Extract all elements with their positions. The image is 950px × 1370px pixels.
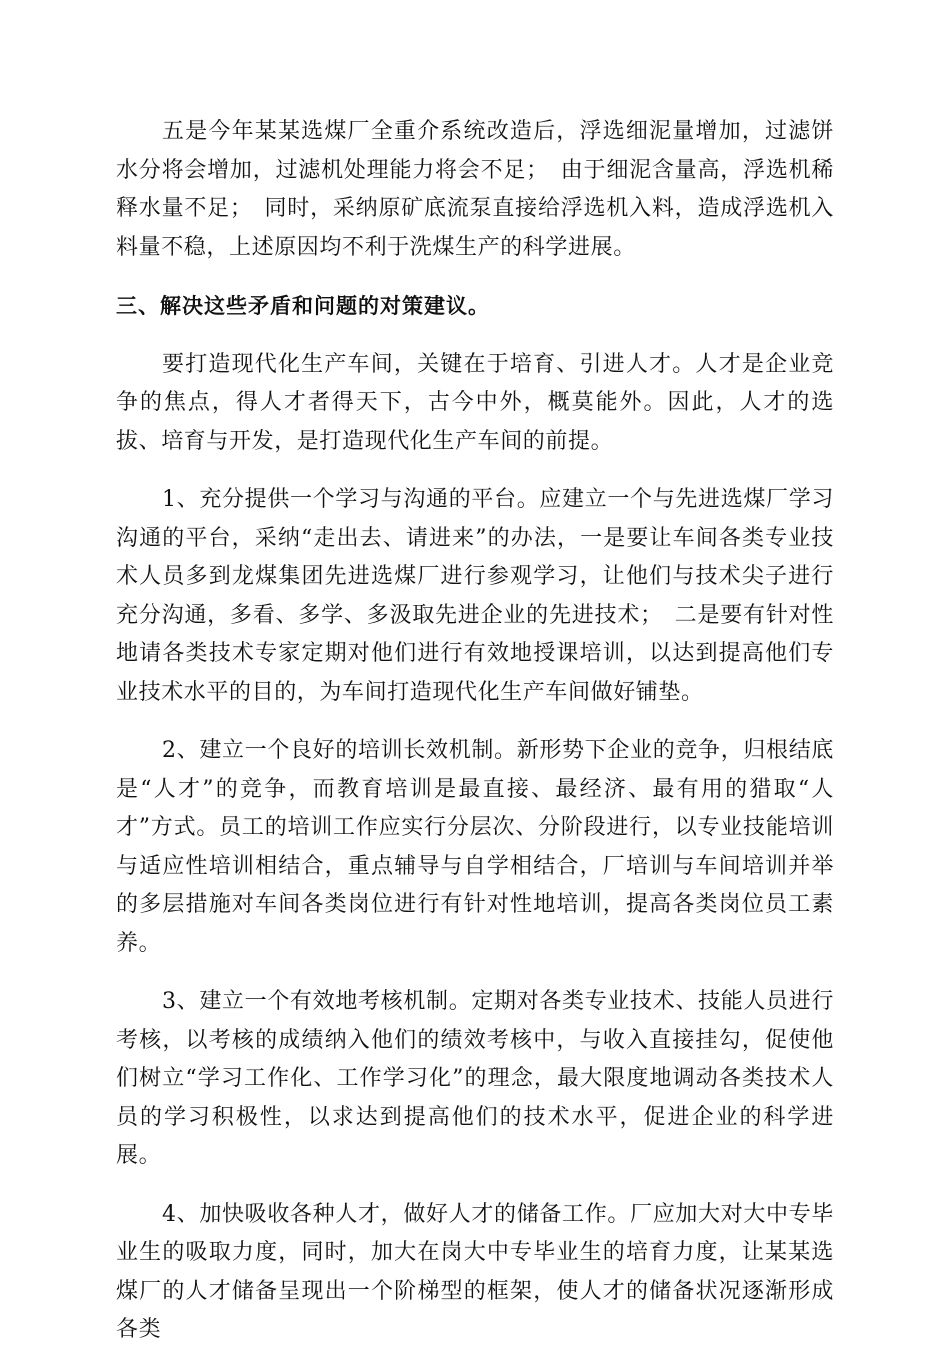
paragraph-training-mechanism: 2、建立一个良好的培训长效机制。新形势下企业的竞争，归根结底是“人才”的竞争，而教育培训是最直接、最经济、最有用的猎取“人才”方式。员工的培训工作应实行分层次、分阶段进行，以专业技能培训与适应性培训相结合，重点辅导与自学相结合，厂培训与车间培训并举的多层措施对车间各类岗位进行有针对性地培训，提高各类岗位员工素养。 [116, 738, 834, 956]
paragraph-assessment-mechanism: 3、建立一个有效地考核机制。定期对各类专业技术、技能人员进行考核，以考核的成绩纳入他们的绩效考核中，与收入直接挂勾，促使他们树立“学习工作化、工作学习化”的理念，最大限度地调动各类技术人员的学习积极性，以求达到提高他们的技术水平，促进企业的科学进展。 [116, 989, 834, 1168]
paragraph-learning-platform: 1、充分提供一个学习与沟通的平台。应建立一个与先进选煤厂学习沟通的平台，采纳“走出去、请进来”的办法，一是要让车间各类专业技术人员多到龙煤集团先进选煤厂进行参观学习，让他们与技术尖子进行充分沟通，多看、多学、多汲取先进企业的先进技术； 二是要有针对性地请各类技术专家定期对他们进行有效地授课培训，以达到提高他们专业技术水平的目的，为车间打造现代化生产车间做好铺垫。 [116, 487, 834, 705]
paragraph-talent-intro: 要打造现代化生产车间，关键在于培育、引进人才。人才是企业竞争的焦点，得人才者得天下，古今中外，概莫能外。因此，人才的选拔、培育与开发，是打造现代化生产车间的前提。 [116, 351, 834, 454]
section-heading-countermeasures: 三、解决这些矛盾和问题的对策建议。 [116, 294, 490, 318]
document-body [116, 113, 834, 1370]
paragraph-flotation-issues: 五是今年某某选煤厂全重介系统改造后，浮选细泥量增加，过滤饼水分将会增加，过滤机处理能力将会不足； 由于细泥含量高，浮选机稀释水量不足； 同时，采纳原矿底流泵直接给浮选机入料，造成浮选机入料量不稳，上述原因均不利于洗煤生产的科学进展。 [116, 119, 834, 260]
paragraph-talent-reserve: 4、加快吸收各种人才，做好人才的储备工作。厂应加大对大中专毕业生的吸取力度，同时，加大在岗大中专毕业生的培育力度，让某某选煤厂的人才储备呈现出一个阶梯型的框架，使人才的储备状况逐渐形成各类 [116, 1201, 834, 1342]
